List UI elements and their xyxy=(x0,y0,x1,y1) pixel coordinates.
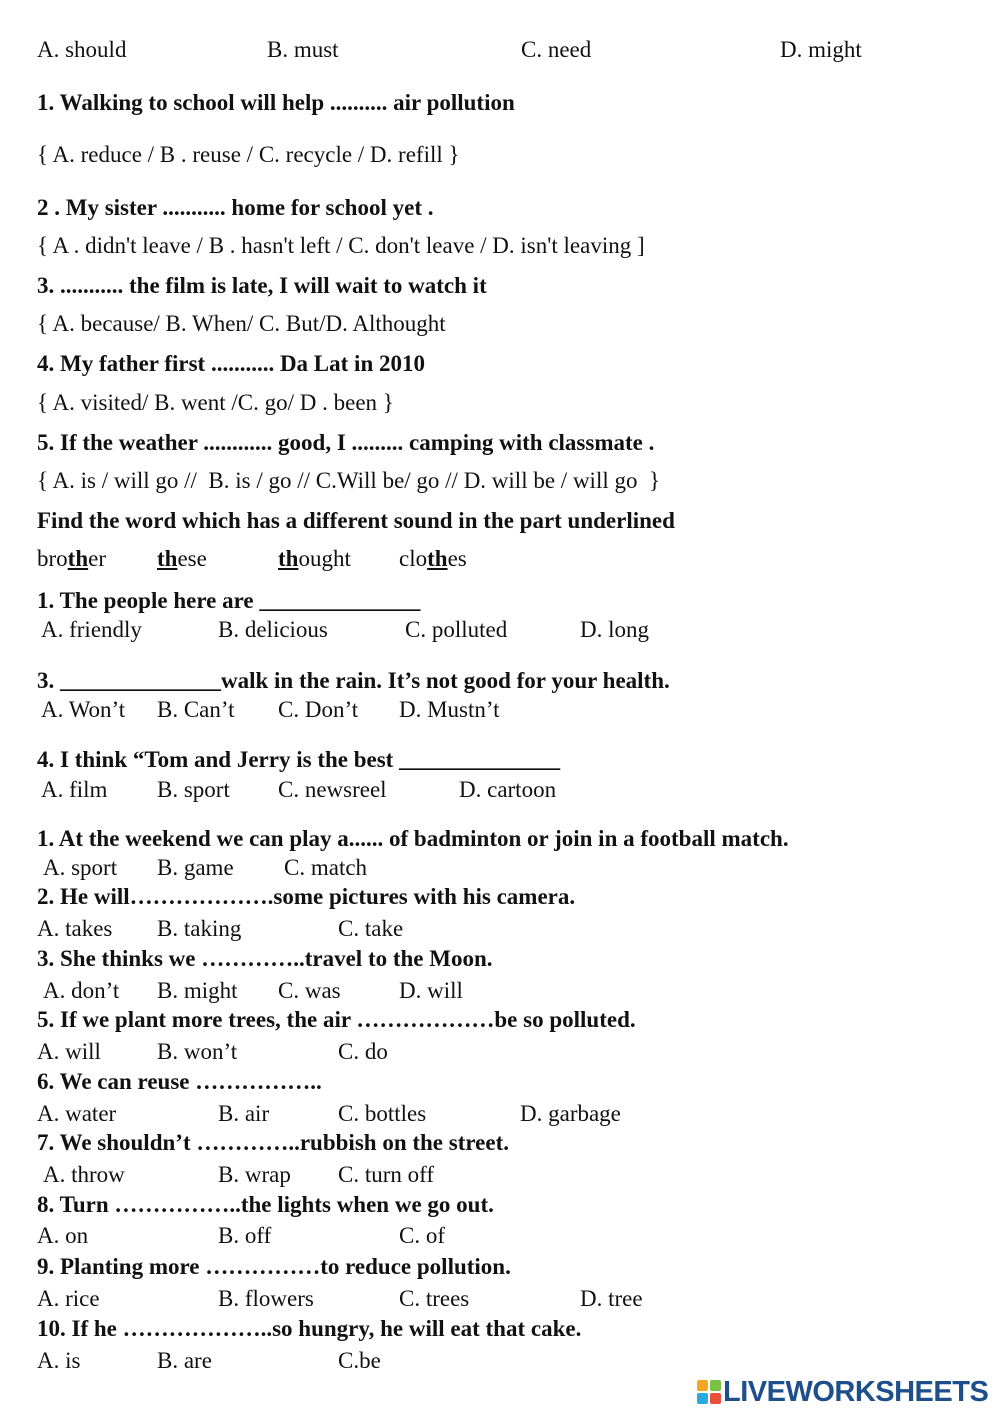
b-question-4-option-b: B. sport xyxy=(157,777,230,802)
b-question-1-option-a: A. friendly xyxy=(41,617,142,642)
c-question-7-option-a: A. throw xyxy=(43,1162,125,1187)
c-question-2-option-a: A. takes xyxy=(37,916,113,941)
c-question-1-option-b: B. game xyxy=(157,855,234,880)
c-question-2-option-c: C. take xyxy=(338,916,404,941)
c-question-3: 3. She thinks we …………..travel to the Moon. xyxy=(37,946,493,971)
c-question-9: 9. Planting more ……………to reduce pollution. xyxy=(37,1254,511,1279)
c-question-3-option-b: B. might xyxy=(157,978,238,1003)
c-question-7-option-c: C. turn off xyxy=(338,1162,435,1187)
sound-word-2: these xyxy=(157,546,207,571)
b-question-4: 4. I think “Tom and Jerry is the best ______________ xyxy=(37,747,561,772)
b-question-3-option-b: B. Can’t xyxy=(157,697,235,722)
c-question-7: 7. We shouldn’t …………..rubbish on the street. xyxy=(37,1130,509,1155)
top-option-c: C. need xyxy=(521,37,592,62)
c-question-10-option-b: B. are xyxy=(157,1348,212,1373)
c-question-8-option-a: A. on xyxy=(37,1223,89,1248)
c-question-9-option-c: C. trees xyxy=(399,1286,470,1311)
sound-word-4: clothes xyxy=(399,546,467,571)
b-question-4-option-d: D. cartoon xyxy=(459,777,557,802)
question-5-options: { A. is / will go // B. is / go // C.Will be/ go // D. will be / will go } xyxy=(37,468,661,493)
question-4: 4. My father first ........... Da Lat in 2010 xyxy=(37,351,425,376)
c-question-6-option-d: D. garbage xyxy=(520,1101,621,1126)
c-question-2: 2. He will……………….some pictures with his camera. xyxy=(37,884,576,909)
b-question-1-option-c: C. polluted xyxy=(405,617,508,642)
c-question-9-option-b: B. flowers xyxy=(218,1286,314,1311)
sound-instruction: Find the word which has a different sound in the part underlined xyxy=(37,508,675,533)
c-question-9-option-a: A. rice xyxy=(37,1286,100,1311)
liveworksheets-logo-text: LIVEWORKSHEETS xyxy=(723,1375,989,1408)
question-4-options: { A. visited/ B. went /C. go/ D . been } xyxy=(37,390,394,415)
sound-word-3: thought xyxy=(278,546,351,571)
c-question-6-option-a: A. water xyxy=(37,1101,117,1126)
c-question-3-option-a: A. don’t xyxy=(43,978,120,1003)
question-3-options: { A. because/ B. When/ C. But/D. Althought xyxy=(37,311,446,336)
liveworksheets-logo xyxy=(697,1374,988,1410)
question-3: 3. ........... the film is late, I will wait to watch it xyxy=(37,273,487,298)
b-question-4-option-a: A. film xyxy=(41,777,108,802)
b-question-3-option-c: C. Don’t xyxy=(278,697,359,722)
c-question-3-option-c: C. was xyxy=(278,978,341,1003)
c-question-8-option-b: B. off xyxy=(218,1223,272,1248)
question-1-options: { A. reduce / B . reuse / C. recycle / D. refill } xyxy=(37,142,460,167)
question-2-options: { A . didn't leave / B . hasn't left / C. don't leave / D. isn't leaving ] xyxy=(37,233,645,258)
question-1: 1. Walking to school will help .......... air pollution xyxy=(37,90,515,115)
b-question-3-option-a: A. Won’t xyxy=(41,697,126,722)
c-question-1-option-c: C. match xyxy=(284,855,368,880)
top-option-b: B. must xyxy=(267,37,339,62)
b-question-4-option-c: C. newsreel xyxy=(278,777,387,802)
c-question-5-option-c: C. do xyxy=(338,1039,388,1064)
c-question-1: 1. At the weekend we can play a...... of badminton or join in a football match. xyxy=(37,826,789,851)
c-question-3-option-d: D. will xyxy=(399,978,463,1003)
b-question-1: 1. The people here are ______________ xyxy=(37,588,421,613)
c-question-2-option-b: B. taking xyxy=(157,916,242,941)
question-5: 5. If the weather ............ good, I ......... camping with classmate . xyxy=(37,430,655,455)
c-question-6-option-b: B. air xyxy=(218,1101,270,1126)
c-question-5: 5. If we plant more trees, the air ………………be so polluted. xyxy=(37,1007,636,1032)
b-question-1-option-d: D. long xyxy=(580,617,649,642)
top-option-d: D. might xyxy=(780,37,862,62)
question-2: 2 . My sister ........... home for school yet . xyxy=(37,195,434,220)
c-question-10-option-c: C.be xyxy=(338,1348,381,1373)
c-question-10: 10. If he ………………..so hungry, he will eat that cake. xyxy=(37,1316,582,1341)
c-question-5-option-a: A. will xyxy=(37,1039,101,1064)
c-question-7-option-b: B. wrap xyxy=(218,1162,291,1187)
top-option-a: A. should xyxy=(37,37,127,62)
c-question-10-option-a: A. is xyxy=(37,1348,81,1373)
c-question-8-option-c: C. of xyxy=(399,1223,445,1248)
c-question-6: 6. We can reuse …………….. xyxy=(37,1069,322,1094)
b-question-1-option-b: B. delicious xyxy=(218,617,328,642)
b-question-3-option-d: D. Mustn’t xyxy=(399,697,500,722)
c-question-9-option-d: D. tree xyxy=(580,1286,643,1311)
c-question-6-option-c: C. bottles xyxy=(338,1101,427,1126)
c-question-1-option-a: A. sport xyxy=(43,855,118,880)
sound-word-1: brother xyxy=(37,546,106,571)
c-question-5-option-b: B. won’t xyxy=(157,1039,238,1064)
c-question-8: 8. Turn ……………..the lights when we go out. xyxy=(37,1192,494,1217)
liveworksheets-logo-icon xyxy=(697,1380,721,1404)
b-question-3: 3. ______________walk in the rain. It’s not good for your health. xyxy=(37,668,670,693)
